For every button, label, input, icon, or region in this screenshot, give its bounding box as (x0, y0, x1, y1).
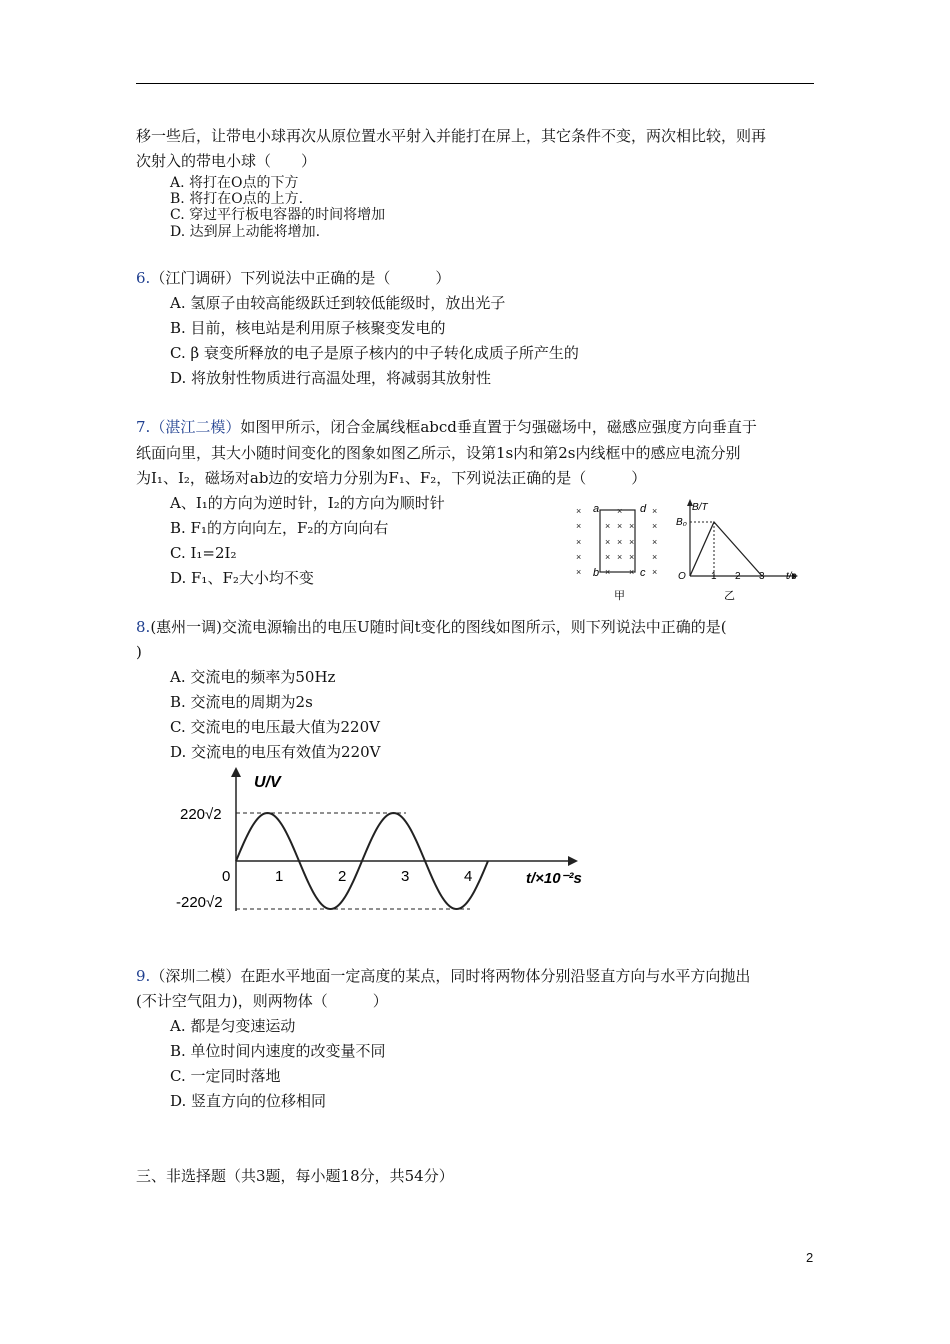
q8-option-c: C. 交流电的电压最大值为220V (170, 718, 380, 736)
corner-b-label: b (593, 567, 600, 579)
svg-text:×: × (576, 567, 582, 577)
svg-text:×: × (652, 506, 658, 516)
q9-option-a: A. 都是匀变速运动 (170, 1017, 296, 1035)
q6-option-c: C. β 衰变所释放的电子是原子核内的中子转化成质子所产生的 (170, 344, 579, 362)
chart-y-top-label: 220√2 (180, 806, 222, 823)
q8-option-b: B. 交流电的周期为2s (170, 693, 313, 711)
q8-stem-text: 交流电源输出的电压U随时间t变化的图线如图所示，则下列说法中正确的是( (222, 618, 727, 636)
chart-origin-label: 0 (222, 868, 231, 885)
corner-a-label: a (593, 503, 600, 515)
svg-text:×: × (605, 552, 611, 562)
b0-label: B₀ (676, 517, 687, 528)
q5-option-a: A. 将打在O点的下方 (170, 175, 299, 191)
svg-text:×: × (617, 537, 623, 547)
q5-option-b: B. 将打在O点的上方. (170, 191, 304, 207)
q9-option-c: C. 一定同时落地 (170, 1067, 281, 1085)
q6-stem (136, 268, 450, 288)
x-tick-label-1: 1 (275, 868, 284, 885)
svg-text:×: × (617, 521, 623, 531)
svg-text:×: × (576, 552, 582, 562)
q9-stem-line1 (136, 966, 750, 986)
origin-label: O (678, 571, 686, 582)
q9-number: 9. (136, 967, 151, 985)
q6-source: （江门调研） (150, 269, 241, 287)
tick-3: 3 (759, 571, 765, 582)
q9-stem-text: 在距水平地面一定高度的某点，同时将两物体分别沿竖直方向与水平方向抛出 (240, 967, 751, 985)
figure-caption-yi: 乙 (724, 590, 735, 602)
tick-2: 2 (735, 571, 741, 582)
svg-text:×: × (629, 567, 635, 577)
q6-option-d: D. 将放射性物质进行高温处理，将减弱其放射性 (170, 369, 492, 387)
b-field-curve (690, 522, 762, 576)
tick-1: 1 (711, 571, 717, 582)
ac-voltage-chart (170, 765, 610, 915)
svg-text:×: × (576, 537, 582, 547)
svg-text:×: × (652, 567, 658, 577)
q8-stem-line1 (136, 617, 727, 637)
figure-caption-jia: 甲 (614, 590, 625, 602)
q8-option-d: D. 交流电的电压有效值为220V (170, 743, 381, 761)
q7-option-d: D. F₁、F₂大小均不变 (170, 569, 314, 587)
q5-option-d: D. 达到屏上动能将增加. (170, 224, 321, 240)
q9-option-d: D. 竖直方向的位移相同 (170, 1092, 327, 1110)
corner-c-label: c (640, 567, 646, 579)
header-rule (136, 83, 814, 84)
svg-text:×: × (629, 552, 635, 562)
svg-text:×: × (605, 521, 611, 531)
q6-number: 6. (136, 269, 151, 287)
q7-figure-b-graph (672, 498, 802, 606)
svg-text:×: × (652, 537, 658, 547)
page-number: 2 (806, 1250, 814, 1265)
x-tick-label-3: 3 (401, 868, 410, 885)
chart-y-bottom-label: -220√2 (176, 894, 223, 911)
chart-y-label: U/V (254, 774, 281, 791)
section-3-heading: 三、非选择题（共3题，每小题18分，共54分） (136, 1167, 454, 1185)
q6-option-b: B. 目前，核电站是利用原子核聚变发电的 (170, 319, 446, 337)
q7-option-b: B. F₁的方向向左，F₂的方向向右 (170, 519, 389, 537)
q5-stem-line1: 移一些后，让带电小球再次从原位置水平射入并能打在屏上，其它条件不变，两次相比较，则再 (136, 127, 767, 145)
q8-stem-line2: ) (136, 643, 142, 661)
svg-text:×: × (652, 552, 658, 562)
svg-text:×: × (617, 506, 623, 516)
q7-option-c: C. I₁=2I₂ (170, 544, 237, 562)
svg-text:×: × (605, 567, 611, 577)
svg-text:×: × (629, 537, 635, 547)
q7-option-a: A、I₁的方向为逆时针，I₂的方向为顺时针 (170, 494, 445, 512)
q9-source: （深圳二模） (150, 967, 241, 985)
q8-option-a: A. 交流电的频率为50Hz (170, 668, 336, 686)
q7-stem-line2: 纸面向里，其大小随时间变化的图象如图乙所示，设第1s内和第2s内线框中的感应电流分别 (136, 444, 741, 462)
q5-option-c: C. 穿过平行板电容器的时间将增加 (170, 207, 386, 223)
x-tick-label-2: 2 (338, 868, 347, 885)
q7-stem-line3: 为I₁、I₂，磁场对ab边的安培力分别为F₁、F₂，下列说法正确的是（ ） (136, 469, 647, 487)
q7-stem-line1 (136, 417, 757, 437)
svg-text:×: × (576, 521, 582, 531)
q7-number: 7. (136, 418, 151, 436)
q8-source: (惠州一调) (150, 618, 223, 636)
svg-text:×: × (617, 552, 623, 562)
svg-text:×: × (652, 521, 658, 531)
q7-stem-text1: 如图甲所示，闭合金属线框abcd垂直置于匀强磁场中，磁感应强度方向垂直于 (240, 418, 757, 436)
q5-stem-line2: 次射入的带电小球（ ） (136, 152, 317, 170)
x-tick-label-4: 4 (464, 868, 473, 885)
chart-x-axis-arrow (568, 856, 578, 866)
q9-option-b: B. 单位时间内速度的改变量不同 (170, 1042, 386, 1060)
svg-text:×: × (629, 521, 635, 531)
chart-y-axis-arrow (231, 767, 241, 777)
q7-figure-frame (570, 498, 670, 606)
q7-source: （湛江二模） (150, 418, 241, 436)
q6-option-a: A. 氢原子由较高能级跃迁到较低能级时，放出光子 (170, 294, 506, 312)
chart-x-label: t/×10⁻²s (526, 870, 582, 887)
svg-text:×: × (605, 537, 611, 547)
svg-text:×: × (576, 506, 582, 516)
y-axis-label: B/T (692, 502, 708, 513)
q9-stem-line2: (不计空气阻力)，则两物体（ ） (136, 992, 388, 1010)
q6-question: 下列说法中正确的是（ ） (240, 269, 451, 287)
q8-number: 8. (136, 618, 151, 636)
corner-d-label: d (640, 503, 647, 515)
x-axis-label: t/s (786, 571, 797, 582)
